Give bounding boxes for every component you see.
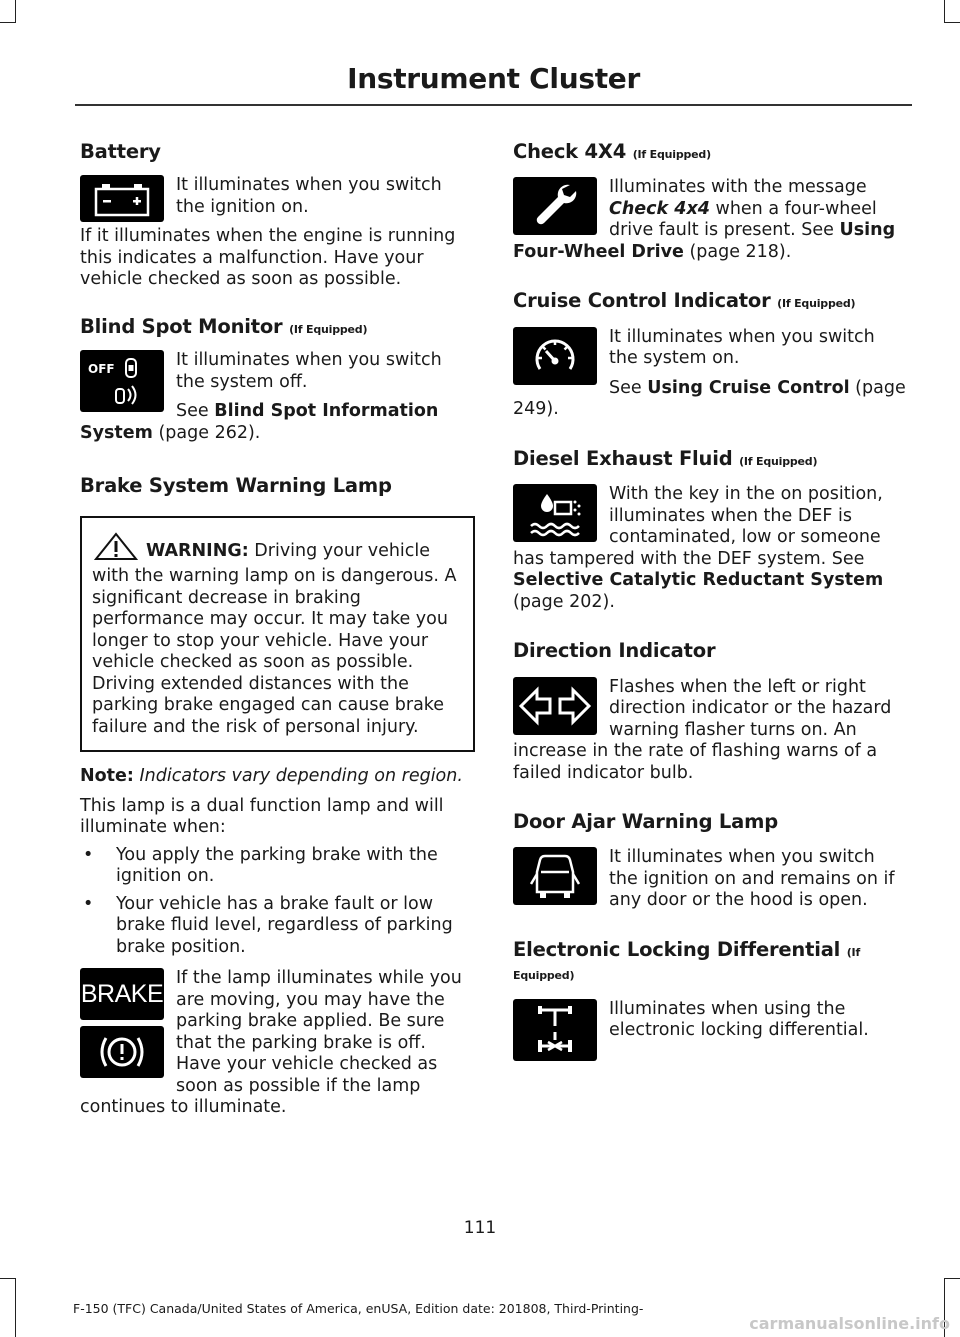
crop-mark [15, 0, 16, 22]
locking-differential-icon [513, 999, 597, 1061]
door-heading: Door Ajar Warning Lamp [513, 810, 778, 834]
blind-spot-heading: Blind Spot Monitor (If Equipped) [80, 314, 368, 338]
blind-spot-see: See Blind Spot Information System (page 262). [80, 401, 439, 443]
page-number: 111 [463, 1218, 497, 1238]
brake-text-icon: BRAKE [80, 968, 164, 1020]
def-section [513, 447, 908, 613]
if-equipped-label: (If Equipped) [777, 297, 856, 311]
watermark: carmanualsonline.info [749, 1314, 950, 1333]
brake-bullet-list [80, 845, 475, 959]
check4x4-text: Illuminates with the message Check 4x4 when a four-wheel drive fault is present. See Using Four-Wheel Drive (page 218). [513, 177, 896, 262]
elocker-text: Illuminates when using the electronic locking differential. [609, 998, 869, 1041]
warning-triangle-icon [94, 532, 138, 567]
blind-spot-link[interactable]: Blind Spot Information System [80, 401, 439, 443]
cruise-section [513, 289, 908, 420]
door-text: It illuminates when you switch the ignition on and remains on if any door or the hood is open. [609, 847, 895, 911]
def-text: With the key in the on position, illuminates when the DEF is contaminated, low or someone has tampered with the DEF system. See Selective Catalytic Reductant System (page 202). [513, 484, 884, 612]
cruise-heading: Cruise Control Indicator (If Equipped) [513, 289, 856, 313]
def-link[interactable]: Selective Catalytic Reductant System [513, 570, 884, 591]
battery-section [80, 140, 475, 291]
direction-section [513, 639, 908, 784]
if-equipped-label: (If Equipped) [289, 322, 368, 336]
cruise-see: See Using Cruise Control (page 249). [513, 377, 906, 420]
brake-section [80, 474, 475, 1118]
elocker-section [513, 938, 908, 1042]
def-heading: Diesel Exhaust Fluid (If Equipped) [513, 446, 818, 470]
door-ajar-icon [513, 847, 597, 905]
direction-heading: Direction Indicator [513, 639, 716, 663]
cruise-text: It illuminates when you switch the system on. [609, 326, 875, 369]
right-column [513, 140, 908, 1065]
warning-box [80, 516, 475, 753]
battery-text-1: It illuminates when you switch the ignition on. [176, 175, 442, 217]
check4x4-heading: Check 4X4 (If Equipped) [513, 140, 711, 163]
crop-mark [944, 22, 960, 23]
if-equipped-label: (If Equipped) [513, 945, 861, 983]
list-item: • You apply the parking brake with the ignition on. [80, 845, 475, 888]
svg-text:OFF: OFF [88, 362, 115, 377]
crop-mark [0, 1278, 16, 1279]
warning-text: WARNING: Driving your vehicle with the warning lamp on is dangerous. A significant decrease in braking performance may occur. It may take you longer to stop your vehicle. Have your vehicle checked as soon as possible. Driving extended distances with the parking brake engaged can cause brake failure and the risk of personal injury. [92, 532, 463, 739]
battery-text-2: If it illuminates when the engine is running this indicates a malfunction. Have your vehicle checked as soon as possible. [80, 226, 456, 290]
check4x4-link[interactable]: Using Four-Wheel Drive [513, 220, 896, 262]
blind-spot-text: It illuminates when you switch the system off. [176, 350, 442, 392]
edition-footer: F-150 (TFC) Canada/United States of America, enUSA, Edition date: 201808, Third-Printing- [73, 1301, 644, 1316]
battery-heading: Battery [80, 140, 161, 163]
list-item: • Your vehicle has a brake fault or low brake fluid level, regardless of parking brake position. [80, 894, 475, 959]
cruise-link[interactable]: Using Cruise Control [647, 377, 850, 398]
brake-intro: This lamp is a dual function lamp and will illuminate when: [80, 795, 444, 838]
speedometer-icon [513, 327, 597, 385]
blind-spot-section [80, 315, 475, 444]
door-section [513, 810, 908, 912]
wrench-icon [513, 177, 597, 235]
direction-arrows-icon [513, 677, 597, 735]
page-title: Instrument Cluster [347, 62, 640, 95]
crop-mark [15, 1278, 16, 1337]
direction-text: Flashes when the left or right direction indicator or the hazard warning flasher turns on. An increase in the rate of flashing warns of a failed indicator bulb. [513, 676, 892, 783]
if-equipped-label: (If Equipped) [739, 454, 818, 468]
if-equipped-label: (If Equipped) [632, 148, 711, 161]
crop-mark [944, 0, 945, 22]
battery-icon [80, 175, 164, 222]
crop-mark [944, 1278, 960, 1279]
crop-mark [0, 22, 16, 23]
elocker-heading: Electronic Locking Differential (If Equipped) [513, 937, 861, 983]
diesel-exhaust-fluid-icon [513, 484, 597, 542]
left-column [80, 140, 475, 1119]
blind-spot-off-icon [80, 350, 164, 412]
header-divider [75, 104, 912, 106]
check4x4-section [513, 140, 908, 263]
brake-final-text: If the lamp illuminates while you are moving, you may have the parking brake applied. Be sure that the parking brake is off. Have your vehicle checked as soon as possible if the lamp continues to illuminate. [80, 968, 462, 1118]
brake-warning-icon [80, 1026, 164, 1078]
brake-heading: Brake System Warning Lamp [80, 474, 392, 498]
note: Note: Indicators vary depending on region. [80, 766, 463, 787]
